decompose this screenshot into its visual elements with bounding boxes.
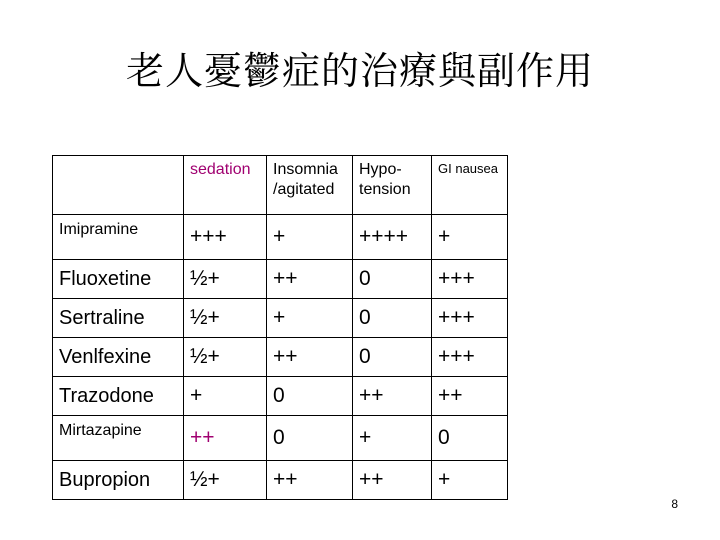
- header-sedation: sedation: [184, 156, 267, 215]
- page-number: 8: [671, 497, 678, 511]
- insomnia-value: +: [267, 299, 353, 338]
- insomnia-value: ++: [267, 260, 353, 299]
- drug-name: Trazodone: [53, 377, 184, 416]
- drug-name: Venlfexine: [53, 338, 184, 377]
- gi-nausea-value: +++: [432, 299, 508, 338]
- header-hypotension: Hypo- tension: [353, 156, 432, 215]
- sedation-value: ½+: [184, 260, 267, 299]
- drug-name: Sertraline: [53, 299, 184, 338]
- hypotension-value: 0: [353, 299, 432, 338]
- gi-nausea-value: +++: [432, 260, 508, 299]
- header-empty-cell: [53, 156, 184, 215]
- header-insomnia: Insomnia /agitated: [267, 156, 353, 215]
- sedation-value: +++: [184, 215, 267, 260]
- table-row: [53, 215, 508, 260]
- gi-nausea-value: 0: [432, 416, 508, 461]
- insomnia-value: +: [267, 215, 353, 260]
- hypotension-value: +: [353, 416, 432, 461]
- sedation-value: ½+: [184, 299, 267, 338]
- gi-nausea-value: ++: [432, 377, 508, 416]
- hypotension-value: ++: [353, 461, 432, 500]
- insomnia-value: ++: [267, 338, 353, 377]
- gi-nausea-value: +: [432, 215, 508, 260]
- table-row: [53, 338, 508, 377]
- header-gi-nausea: GI nausea: [432, 156, 508, 215]
- sedation-value: ½+: [184, 338, 267, 377]
- gi-nausea-value: +: [432, 461, 508, 500]
- drug-name: Fluoxetine: [53, 260, 184, 299]
- insomnia-value: ++: [267, 461, 353, 500]
- table-row: [53, 416, 508, 461]
- table-row: [53, 377, 508, 416]
- hypotension-value: ++: [353, 377, 432, 416]
- drug-name: Mirtazapine: [53, 416, 184, 461]
- sedation-value: ½+: [184, 461, 267, 500]
- sedation-value: +: [184, 377, 267, 416]
- hypotension-value: ++++: [353, 215, 432, 260]
- table-row: [53, 461, 508, 500]
- insomnia-value: 0: [267, 416, 353, 461]
- table-row: [53, 260, 508, 299]
- table-row: [53, 299, 508, 338]
- table-header-row: [53, 156, 508, 215]
- page-title: 老人憂鬱症的治療與副作用: [125, 49, 594, 93]
- side-effects-table: [52, 155, 508, 500]
- drug-name: Imipramine: [53, 215, 184, 260]
- hypotension-value: 0: [353, 338, 432, 377]
- sedation-value: ++: [184, 416, 267, 461]
- insomnia-value: 0: [267, 377, 353, 416]
- gi-nausea-value: +++: [432, 338, 508, 377]
- hypotension-value: 0: [353, 260, 432, 299]
- drug-name: Bupropion: [53, 461, 184, 500]
